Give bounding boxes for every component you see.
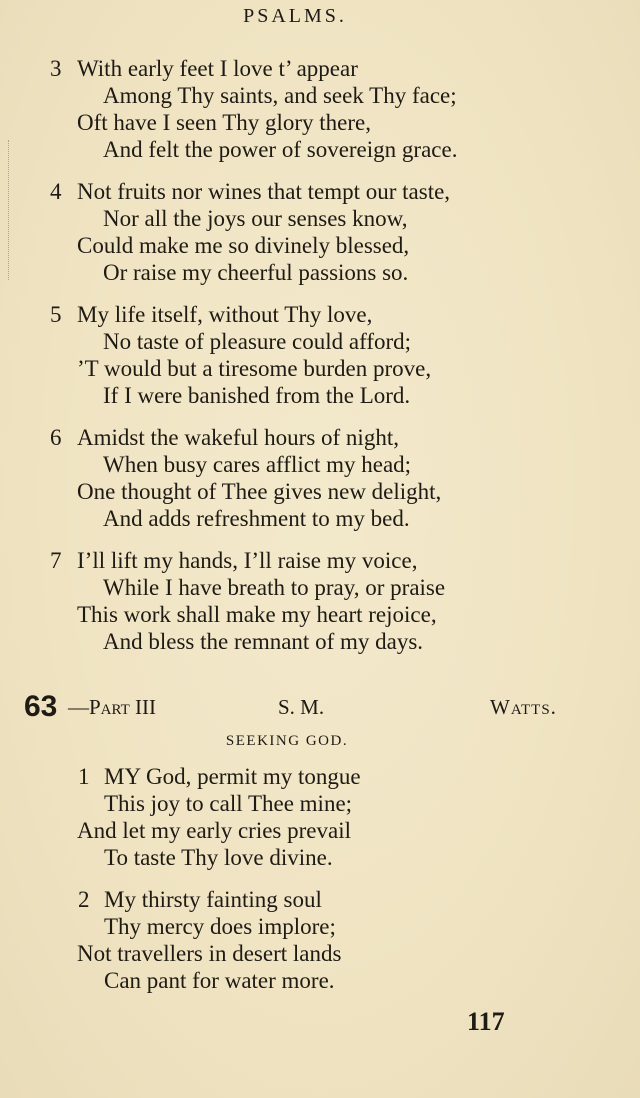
verse-line: If I were banished from the Lord. — [103, 383, 411, 408]
part-label: —Part III — [68, 695, 157, 719]
hymn-header — [0, 690, 640, 726]
margin-marks — [8, 140, 19, 280]
stanza-number: 4 — [50, 179, 62, 204]
verse-line: No taste of pleasure could afford; — [103, 329, 412, 354]
verse-line: When busy cares afflict my head; — [103, 452, 412, 477]
verse-line: And bless the remnant of my days. — [103, 629, 424, 654]
stanza-number: 7 — [50, 548, 62, 573]
verse-line: And adds refreshment to my bed. — [103, 506, 410, 531]
stanza-number: 1 — [78, 764, 90, 789]
verse-line: Not travellers in desert lands — [77, 941, 342, 966]
author-label: Watts. — [490, 695, 557, 719]
verse-line: To taste Thy love divine. — [104, 845, 333, 870]
verse-line: With early feet I love t’ appear — [77, 56, 358, 81]
stanza-number: 5 — [50, 302, 62, 327]
verse-line: Among Thy saints, and seek Thy face; — [103, 83, 457, 108]
verse-line: This joy to call Thee mine; — [104, 791, 353, 816]
verse-line: And let my early cries prevail — [77, 818, 351, 843]
verse-line: MY God, permit my tongue — [104, 764, 361, 789]
page-number: 117 — [467, 1007, 505, 1036]
verse-line: Oft have I seen Thy glory there, — [77, 110, 372, 135]
running-head: PSALMS. — [243, 5, 347, 27]
verse-line: One thought of Thee gives new delight, — [77, 479, 442, 504]
verse-line: While I have breath to pray, or praise — [103, 575, 446, 600]
verse-line: Nor all the joys our senses know, — [103, 206, 408, 231]
verse-line: I’ll lift my hands, I’ll raise my voice, — [77, 548, 418, 573]
hymn-number: 63 — [24, 690, 58, 723]
verse-line: My thirsty fainting soul — [104, 887, 322, 912]
hymn-title: SEEKING GOD. — [225, 733, 349, 749]
verse-line: Can pant for water more. — [104, 968, 335, 993]
stanza-number: 3 — [50, 56, 62, 81]
verse-line: Amidst the wakeful hours of night, — [77, 425, 399, 450]
verse-line: Or raise my cheerful passions so. — [103, 260, 409, 285]
verse-line: Could make me so divinely blessed, — [77, 233, 410, 258]
stanza-number: 6 — [50, 425, 62, 450]
stanza-number: 2 — [78, 887, 90, 912]
verse-line: This work shall make my heart rejoice, — [77, 602, 437, 627]
verse-line: And felt the power of sovereign grace. — [103, 137, 458, 162]
verse-line: Not fruits nor wines that tempt our taste, — [77, 179, 451, 204]
meter-label: S. M. — [278, 695, 325, 719]
verse-line: ’T would but a tiresome burden prove, — [77, 356, 432, 381]
verse-line: Thy mercy does implore; — [104, 914, 336, 939]
verse-line: My life itself, without Thy love, — [77, 302, 373, 327]
